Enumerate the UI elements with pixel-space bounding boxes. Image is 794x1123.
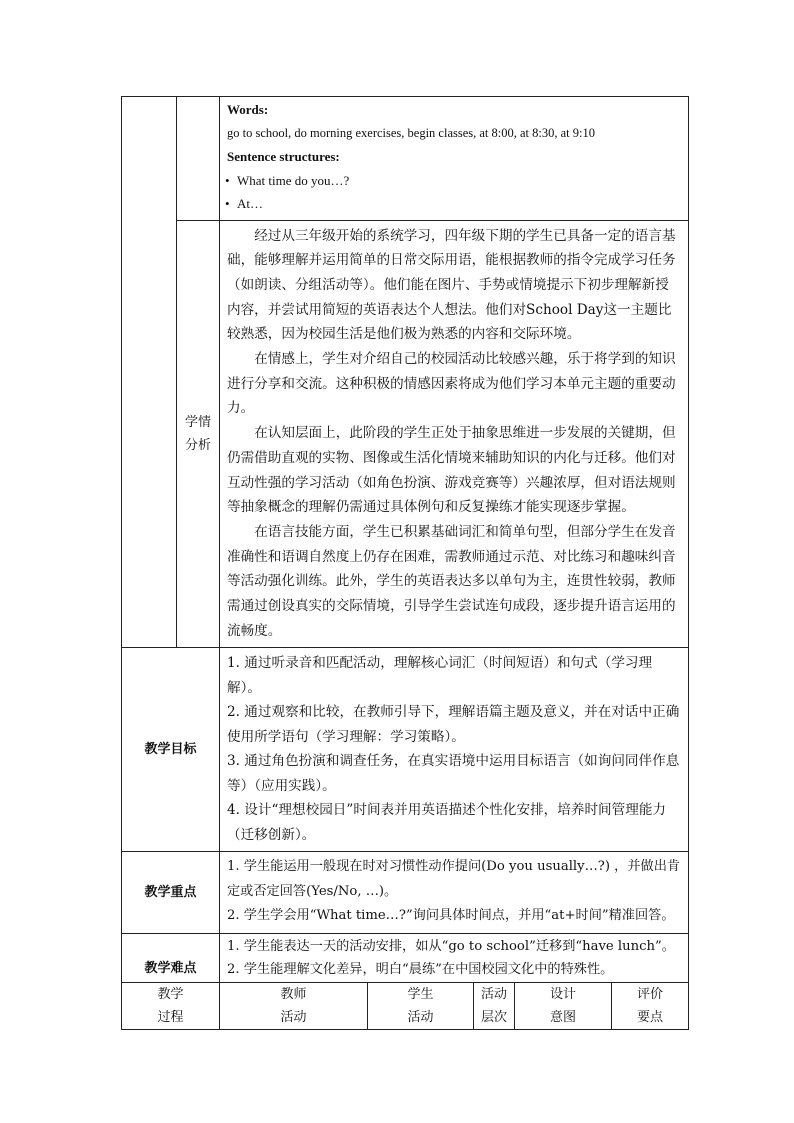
words-row — [122, 97, 689, 221]
difficulties-label: 教学难点 — [144, 960, 197, 976]
header-evaluation-points — [612, 982, 689, 1029]
header-teacher-activity — [220, 982, 368, 1029]
key-points-label: 教学重点 — [144, 885, 197, 901]
header-text: 活动 — [480, 986, 507, 1002]
analysis-label-line1: 学情 — [184, 414, 211, 430]
difficulties-row — [122, 933, 689, 982]
analysis-paragraph: 在认知层面上，此阶段的学生正处于抽象思维进一步发展的关键期，但仍需借助直观的实物、图像或生活化情境来辅助知识的内化与迁移。他们对互动性强的学习活动（如角色扮演、游戏竞赛等）兴趣浓厚，但对语法规则等抽象概念的理解仍需通过具体例句和反复操练才能实现逐步掌握。 — [227, 425, 676, 516]
key-points-content-cell — [220, 852, 689, 934]
structures-heading: Sentence structures: — [227, 149, 340, 164]
objectives-label: 教学目标 — [144, 742, 197, 758]
words-content: go to school, do morning exercises, begin classes, at 8:00, at 8:30, at 9:10 — [227, 125, 595, 140]
header-text: 意图 — [549, 1009, 576, 1025]
structure-item: • At… — [227, 192, 682, 216]
objectives-label-cell — [122, 648, 220, 852]
objectives-row — [122, 648, 689, 852]
analysis-label-line2: 分析 — [184, 437, 211, 453]
header-text: 学生 — [407, 986, 434, 1002]
objective-item: 3. 通过角色扮演和调查任务，在真实语境中运用目标语言（如询问同伴作息等）（应用实践）。 — [227, 753, 680, 794]
empty-left-cell — [122, 97, 177, 648]
header-text: 活动 — [407, 1009, 434, 1025]
header-text: 评价 — [637, 986, 664, 1002]
objectives-content-cell — [220, 648, 689, 852]
words-cell — [220, 97, 689, 221]
header-text: 层次 — [480, 1009, 507, 1025]
lesson-plan-table — [121, 96, 689, 1030]
analysis-paragraph: 经过从三年级开始的系统学习，四年级下期的学生已具备一定的语言基础，能够理解并运用简单的日常交际用语，能根据教师的指令完成学习任务（如朗读、分组活动等）。他们能在图片、手势或情境提示下初步理解新授内容，并尝试用简短的英语表达个人想法。他们对School Day这一主题比较熟悉，因为校园生活是他们极为熟悉的内容和交际环境。 — [227, 227, 676, 343]
difficulties-content-cell — [220, 933, 689, 982]
analysis-content-cell — [220, 220, 689, 648]
empty-label-cell — [177, 97, 220, 221]
difficulty-item: 2. 学生能理解文化差异，明白“晨练”在中国校园文化中的特殊性。 — [227, 961, 614, 977]
structure-item: • What time do you…? — [227, 169, 682, 193]
key-points-row — [122, 852, 689, 934]
header-student-activity — [368, 982, 474, 1029]
header-activity-level — [474, 982, 515, 1029]
objective-item: 2. 通过观察和比较，在教师引导下，理解语篇主题及意义，并在对话中正确使用所学语句（学习理解：学习策略）。 — [227, 704, 680, 745]
objective-item: 1. 通过听录音和匹配活动，理解核心词汇（时间短语）和句式（学习理解）。 — [227, 655, 653, 696]
header-text: 活动 — [280, 1009, 307, 1025]
analysis-paragraph: 在语言技能方面，学生已积累基础词汇和简单句型，但部分学生在发音准确性和语调自然度上仍存在困难，需教师通过示范、对比练习和趣味纠音等活动强化训练。此外，学生的英语表达多以单句为主，连贯性较弱，教师需通过创设真实的交际情境，引导学生尝试连句成段，逐步提升语言运用的流畅度。 — [227, 523, 676, 639]
header-process — [122, 982, 220, 1029]
header-text: 要点 — [637, 1009, 664, 1025]
header-text: 教师 — [280, 986, 307, 1002]
process-header-row — [122, 982, 689, 1029]
analysis-row — [122, 220, 689, 648]
header-text: 设计 — [549, 986, 576, 1002]
key-points-label-cell — [122, 852, 220, 934]
difficulty-item: 1. 学生能表达一天的活动安排，如从“go to school”迁移到“have lunch”。 — [227, 938, 675, 954]
analysis-paragraph: 在情感上，学生对介绍自己的校园活动比较感兴趣，乐于将学到的知识进行分享和交流。这种积极的情感因素将成为他们学习本单元主题的重要动力。 — [227, 351, 676, 417]
key-point-item: 1. 学生能运用一般现在时对习惯性动作提问(Do you usually…?) ，并做出肯定或否定回答(Yes/No, …)。 — [227, 859, 681, 899]
difficulties-label-cell — [122, 933, 220, 982]
objective-item: 4. 设计“理想校园日”时间表并用英语描述个性化安排，培养时间管理能力（迁移创新）。 — [227, 802, 667, 843]
header-text: 过程 — [157, 1009, 184, 1025]
analysis-label-cell — [177, 220, 220, 648]
header-design-intent — [515, 982, 612, 1029]
key-point-item: 2. 学生学会用“What time…?”询问具体时间点，并用“at+时间”精准回答。 — [227, 908, 675, 924]
words-heading: Words: — [227, 102, 269, 117]
header-text: 教学 — [157, 986, 184, 1002]
